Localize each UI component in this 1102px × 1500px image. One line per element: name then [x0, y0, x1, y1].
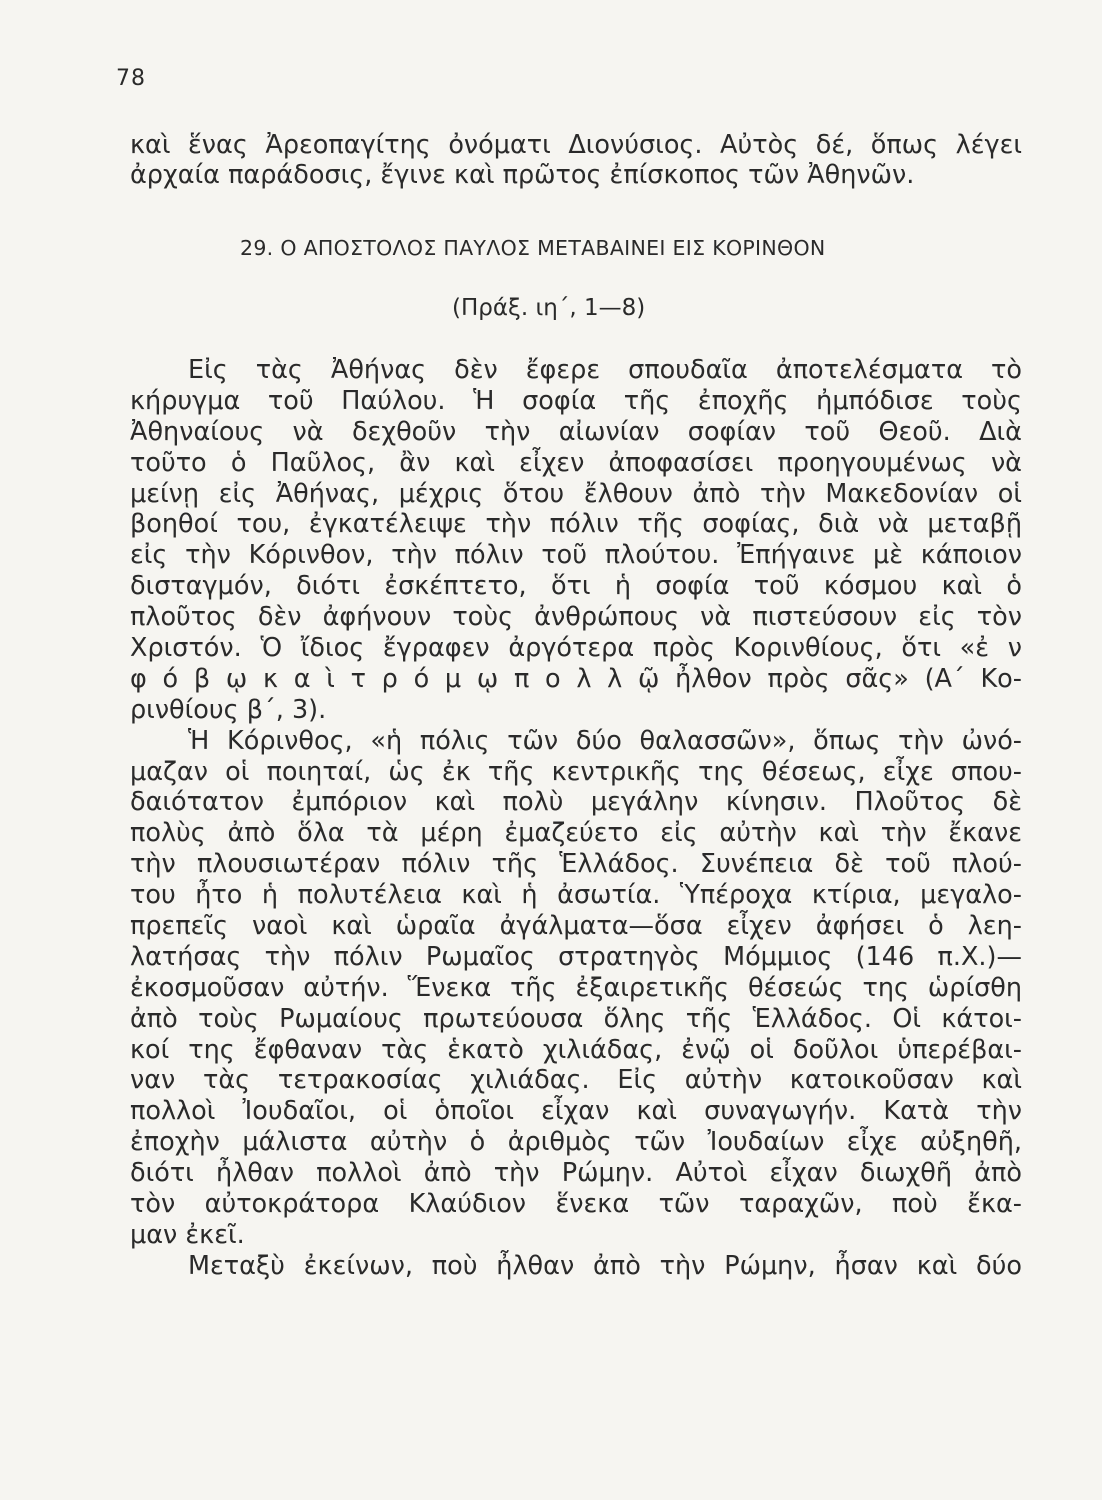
section-heading: 29. Ο ΑΠΟΣΤΟΛΟΣ ΠΑΥΛΟΣ ΜΕΤΑΒΑΙΝΕΙ ΕΙΣ ΚΟΡΙΝΘΟΝ — [240, 236, 826, 260]
text-line: φ ό β ῳ κ α ὶ τ ρ ό μ ῳ π ο λ λ ῷ ἦλθον πρὸς σᾶς» (Α΄ Κο- — [130, 663, 1022, 694]
text-line: ἐκοσμοῦσαν αὐτήν. Ἕνεκα τῆς ἐξαιρετικῆς θέσεώς της ὡρίσθη — [130, 972, 1022, 1003]
text-line: ἀπὸ τοὺς Ρωμαίους πρωτεύουσα ὅλης τῆς Ἑλλάδος. Οἱ κάτοι- — [130, 1003, 1022, 1034]
text-line: καὶ ἕνας Ἀρεοπαγίτης ὀνόματι Διονύσιος. Αὐτὸς δέ, ὅπως λέγει — [130, 130, 1022, 160]
text-line: μαζαν οἱ ποιηταί, ὡς ἐκ τῆς κεντρικῆς της θέσεως, εἶχε σπου- — [130, 756, 1022, 787]
text-line: τοῦτο ὁ Παῦλος, ἂν καὶ εἶχεν ἀποφασίσει προηγουμένως νὰ — [130, 447, 1022, 478]
text-line: Ἡ Κόρινθος, «ἡ πόλις τῶν δύο θαλασσῶν», ὅπως τὴν ὠνό- — [188, 725, 1022, 756]
text-line: πλοῦτος δὲν ἀφήνουν τοὺς ἀνθρώπους νὰ πιστεύσουν εἰς τὸν — [130, 602, 1022, 633]
text-line: βοηθοί του, ἐγκατέλειψε τὴν πόλιν τῆς σοφίας, διὰ νὰ μεταβῇ — [130, 509, 1022, 540]
text-line: Μεταξὺ ἐκείνων, ποὺ ἦλθαν ἀπὸ τὴν Ρώμην, ἦσαν καὶ δύο — [188, 1250, 1022, 1281]
text-line: διότι ἦλθαν πολλοὶ ἀπὸ τὴν Ρώμην. Αὐτοὶ εἶχαν διωχθῆ ἀπὸ — [130, 1158, 1022, 1189]
page-number: 78 — [116, 66, 146, 91]
text-line: Εἰς τὰς Ἀθήνας δὲν ἔφερε σπουδαῖα ἀποτελέσματα τὸ — [188, 355, 1022, 385]
intro-paragraph — [130, 130, 1022, 190]
text-line: Χριστόν. Ὁ ἴδιος ἔγραφεν ἀργότερα πρὸς Κορινθίους, ὅτι «ἐ ν — [130, 633, 1022, 664]
text-line: του ἦτο ἡ πολυτέλεια καὶ ἡ ἀσωτία. Ὑπέροχα κτίρια, μεγαλο- — [130, 880, 1022, 911]
text-line: τὸν αὐτοκράτορα Κλαύδιον ἕνεκα τῶν ταραχῶν, ποὺ ἔκα- — [130, 1189, 1022, 1220]
text-line: τὴν πλουσιωτέραν πόλιν τῆς Ἑλλάδος. Συνέπεια δὲ τοῦ πλού- — [130, 849, 1022, 880]
text-line: μαν ἐκεῖ. — [130, 1219, 245, 1250]
text-line: λατήσας τὴν πόλιν Ρωμαῖος στρατηγὸς Μόμμιος (146 π.Χ.)— — [130, 941, 1022, 972]
text-line: εἰς τὴν Κόρινθον, τὴν πόλιν τοῦ πλούτου. Ἐπήγαινε μὲ κάποιον — [130, 540, 1022, 571]
text-line: πολὺς ἀπὸ ὅλα τὰ μέρη ἐμαζεύετο εἰς αὐτὴν καὶ τὴν ἔκανε — [130, 818, 1022, 849]
text-line: δαιότατον ἐμπόριον καὶ πολὺ μεγάλην κίνησιν. Πλοῦτος δὲ — [130, 787, 1022, 818]
text-line: δισταγμόν, διότι ἐσκέπτετο, ὅτι ἡ σοφία τοῦ κόσμου καὶ ὁ — [130, 571, 1022, 602]
scripture-reference: (Πράξ. ιη΄, 1—8) — [452, 295, 646, 321]
text-line: ναν τὰς τετρακοσίας χιλιάδας. Εἰς αὐτὴν κατοικοῦσαν καὶ — [130, 1065, 1022, 1096]
text-line: πολλοὶ Ἰουδαῖοι, οἱ ὁποῖοι εἶχαν καὶ συναγωγήν. Κατὰ τὴν — [130, 1096, 1022, 1127]
text-line: Ἀθηναίους νὰ δεχθοῦν τὴν αἰωνίαν σοφίαν τοῦ Θεοῦ. Διὰ — [130, 416, 1022, 447]
body-text — [130, 355, 1022, 1282]
text-line: κήρυγμα τοῦ Παύλου. Ἡ σοφία τῆς ἐποχῆς ἠμπόδισε τοὺς — [130, 385, 1022, 416]
text-line: μείνῃ εἰς Ἀθήνας, μέχρις ὅτου ἔλθουν ἀπὸ τὴν Μακεδονίαν οἱ — [130, 478, 1022, 509]
text-line: ἐποχὴν μάλιστα αὐτὴν ὁ ἀριθμὸς τῶν Ἰουδαίων εἶχε αὐξηθῆ, — [130, 1127, 1022, 1158]
text-line: ρινθίους β΄, 3). — [130, 694, 327, 725]
text-line: ἀρχαία παράδοσις, ἔγινε καὶ πρῶτος ἐπίσκοπος τῶν Ἀθηνῶν. — [130, 160, 915, 190]
text-line: κοί της ἔφθαναν τὰς ἑκατὸ χιλιάδας, ἐνῷ οἱ δοῦλοι ὑπερέβαι- — [130, 1034, 1022, 1065]
text-line: πρεπεῖς ναοὶ καὶ ὡραῖα ἀγάλματα—ὅσα εἶχεν ἀφήσει ὁ λεη- — [130, 911, 1022, 942]
